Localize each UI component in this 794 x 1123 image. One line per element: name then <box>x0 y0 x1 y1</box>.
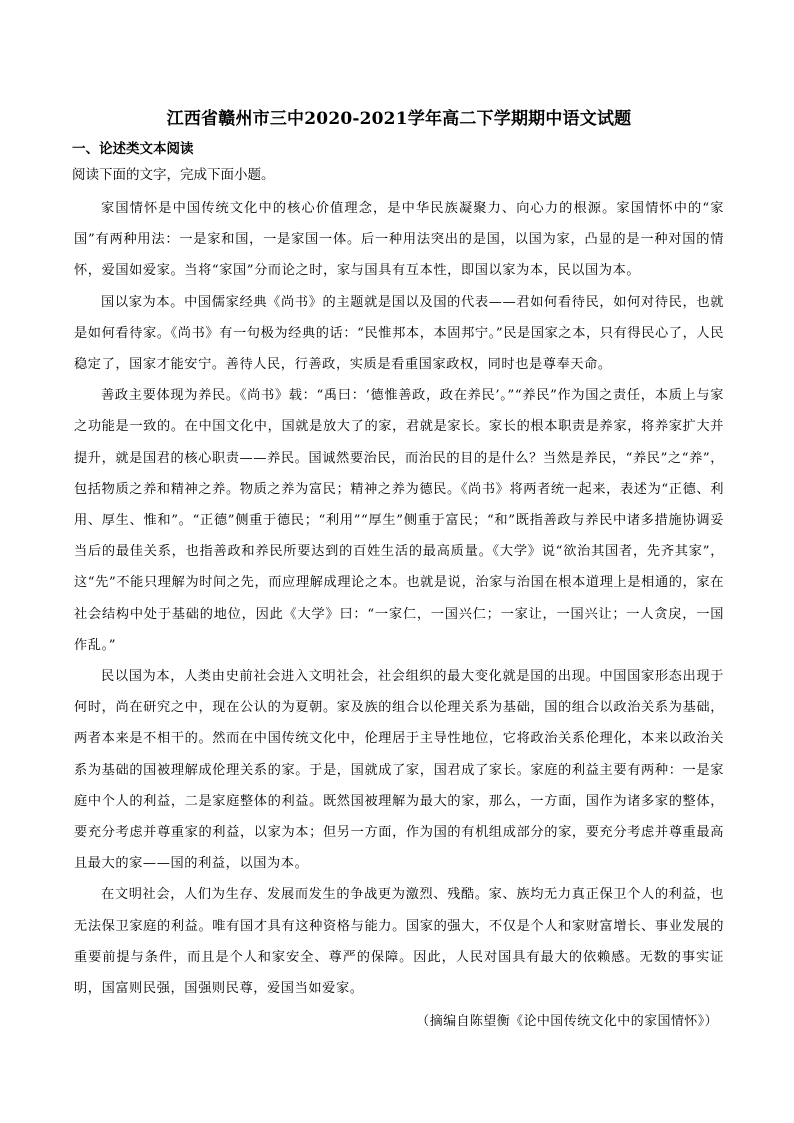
paragraph-3: 善政主要体现为养民。《尚书》载：“禹曰：‘德惟善政，政在养民’。”“养民”作为国之责任，本质上与家之功能是一致的。在中国文化中，国就是放大了的家，君就是家长。家长的根本职责是养家，将养家扩大并提升，就是国君的核心职责——养民。国诚然要治民，而治民的目的是什么？当然是养民，“养民”之“养”，包括物质之养和精神之养。物质之养为富民；精神之养为德民。《尚书》将两者统一起来，表述为“正德、利用、厚生、惟和”。“正德”侧重于德民；“利用”“厚生”侧重于富民；“和”既指善政与养民中诸多措施协调妥当后的最佳关系，也指善政和养民所要达到的百姓生活的最高质量。《大学》说“欲治其国者，先齐其家”，这“先”不能只理解为时间之先，而应理解成理论之本。也就是说，治家与治国在根本道理上是相通的，家在社会结构中处于基础的地位，因此《大学》曰：“一家仁，一国兴仁；一家让，一国兴让；一人贪戾，一国作乱。” <box>74 388 724 653</box>
paragraph-5: 在文明社会，人们为生存、发展而发生的争战更为激烈、残酷。家、族均无力真正保卫个人的利益，也无法保卫家庭的利益。唯有国才具有这种资格与能力。国家的强大，不仅是个人和家财富增长、事业发展的重要前提与条件，而且是个人和家安全、尊严的保障。因此，人民对国具有最大的依赖感。无数的事实证明，国富则民强，国强则民尊，爱国当如爱家。 <box>74 887 724 997</box>
paragraph-2: 国以家为本。中国儒家经典《尚书》的主题就是国以及国的代表——君如何看待民，如何对待民，也就是如何看待家。《尚书》有一句极为经典的话：“民惟邦本，本固邦宁。”民是国家之本，只有得民心了，人民稳定了，国家才能安宁。善待人民，行善政，实质是看重国家政权，同时也是尊奉天命。 <box>74 294 724 373</box>
document-title: 江西省赣州市三中2020-2021学年高二下学期期中语文试题 <box>166 109 632 129</box>
section-heading: 一、论述类文本阅读 <box>72 141 194 157</box>
reading-instruction: 阅读下面的文字，完成下面小题。 <box>72 167 275 183</box>
paragraph-1: 家国情怀是中国传统文化中的核心价值理念，是中华民族凝聚力、向心力的根源。家国情怀中的“家国”有两种用法：一是家和国，一是家国一体。后一种用法突出的是国，以国为家，凸显的是一种对国的情怀，爱国如爱家。当将“家国”分而论之时，家与国具有互本性，即国以家为本，民以国为本。 <box>74 201 724 279</box>
source-citation: （摘编自陈望衡《论中国传统文化中的家国情怀》） <box>416 1014 718 1030</box>
paragraph-4: 民以国为本，人类由史前社会进入文明社会，社会组织的最大变化就是国的出现。中国国家形态出现于何时，尚在研究之中，现在公认的为夏朝。家及族的组合以伦理关系为基础，国的组合以政治关系为基础，两者本来是不相干的。然而在中国传统文化中，伦理居于主导性地位，它将政治关系伦理化，本来以政治关系为基础的国被理解成伦理关系的家。于是，国就成了家，国君成了家长。家庭的利益主要有两种：一是家庭中个人的利益，二是家庭整体的利益。既然国被理解为最大的家，那么，一方面，国作为诸多家的整体，要充分考虑并尊重家的利益，以家为本；但另一方面，作为国的有机组成部分的家，要充分考虑并尊重最高且最大的家——国的利益，以国为本。 <box>74 669 724 872</box>
